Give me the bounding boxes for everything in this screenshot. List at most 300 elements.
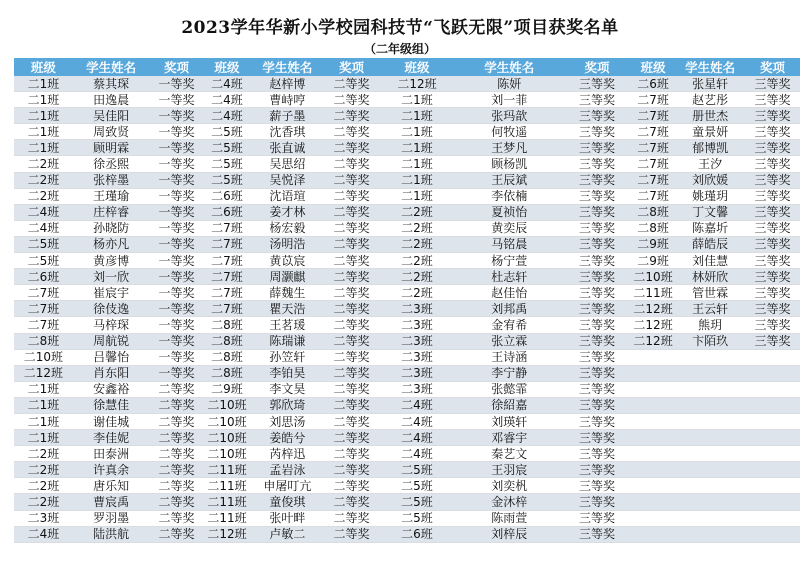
- student-name-cell: 吴思绍: [250, 156, 324, 172]
- table-row: [14, 236, 800, 252]
- student-name-cell: 顾明霖: [73, 140, 150, 156]
- class-cell: 二4班: [379, 430, 456, 446]
- class-cell: 二5班: [204, 172, 251, 188]
- class-cell: 二4班: [204, 76, 251, 92]
- class-cell: 二7班: [631, 140, 675, 156]
- class-cell: 二7班: [631, 188, 675, 204]
- award-cell: 三等奖: [563, 236, 631, 252]
- column-header: 学生姓名: [675, 58, 745, 76]
- award-cell: 二等奖: [324, 253, 378, 269]
- student-name-cell: 吴佳阳: [73, 108, 150, 124]
- class-cell: 二5班: [14, 236, 73, 252]
- award-cell: 二等奖: [150, 430, 204, 446]
- award-cell: 三等奖: [563, 156, 631, 172]
- award-cell: 三等奖: [745, 220, 800, 236]
- student-name-cell: 王汐: [675, 156, 745, 172]
- student-name-cell: 张叶畔: [250, 510, 324, 526]
- award-cell: 三等奖: [563, 365, 631, 381]
- column-header: 奖项: [563, 58, 631, 76]
- student-name-cell: 陆洪航: [73, 526, 150, 542]
- table-row: [14, 301, 800, 317]
- award-cell: 三等奖: [745, 172, 800, 188]
- column-header: 奖项: [745, 58, 800, 76]
- award-cell: 三等奖: [745, 92, 800, 108]
- class-cell: [631, 430, 675, 446]
- class-cell: [631, 397, 675, 413]
- table-row: [14, 317, 800, 333]
- class-cell: 二12班: [379, 76, 456, 92]
- student-name-cell: 郭欣琦: [250, 397, 324, 413]
- class-cell: 二8班: [631, 204, 675, 220]
- class-cell: 二4班: [379, 413, 456, 429]
- student-name-cell: 姜才林: [250, 204, 324, 220]
- column-header: 学生姓名: [455, 58, 563, 76]
- class-cell: [631, 446, 675, 462]
- table-row: [14, 413, 800, 429]
- table-row: [14, 349, 800, 365]
- student-name-cell: 夏祯怡: [455, 204, 563, 220]
- student-name-cell: 薪子墨: [250, 108, 324, 124]
- class-cell: [631, 494, 675, 510]
- student-name-cell: 张星轩: [675, 76, 745, 92]
- class-cell: 二12班: [204, 526, 251, 542]
- award-cell: 二等奖: [324, 220, 378, 236]
- student-name-cell: 李铂昊: [250, 365, 324, 381]
- award-cell: 一等奖: [150, 76, 204, 92]
- student-name-cell: 王羽宸: [455, 462, 563, 478]
- award-cell: 一等奖: [150, 188, 204, 204]
- award-cell: 三等奖: [563, 204, 631, 220]
- class-cell: 二2班: [14, 172, 73, 188]
- class-cell: 二1班: [14, 397, 73, 413]
- award-cell: 三等奖: [745, 108, 800, 124]
- award-cell: 一等奖: [150, 349, 204, 365]
- class-cell: 二2班: [14, 494, 73, 510]
- student-name-cell: 金宥希: [455, 317, 563, 333]
- class-cell: 二6班: [14, 269, 73, 285]
- student-name-cell: 管世霖: [675, 285, 745, 301]
- table-row: [14, 204, 800, 220]
- student-name-cell: 孟岩泳: [250, 462, 324, 478]
- class-cell: 二7班: [204, 301, 251, 317]
- class-cell: 二2班: [14, 156, 73, 172]
- award-cell: 二等奖: [150, 478, 204, 494]
- class-cell: 二1班: [14, 124, 73, 140]
- student-name-cell: 徐紹嘉: [455, 397, 563, 413]
- award-cell: 二等奖: [150, 446, 204, 462]
- award-cell: 二等奖: [324, 172, 378, 188]
- student-name-cell: 瞿天浩: [250, 301, 324, 317]
- class-cell: 二10班: [204, 397, 251, 413]
- award-cell: [745, 510, 800, 526]
- class-cell: 二7班: [14, 301, 73, 317]
- award-cell: 二等奖: [150, 381, 204, 397]
- award-cell: 三等奖: [563, 446, 631, 462]
- award-cell: 三等奖: [563, 333, 631, 349]
- award-cell: [745, 462, 800, 478]
- award-cell: [745, 397, 800, 413]
- class-cell: 二7班: [204, 220, 251, 236]
- table-row: [14, 510, 800, 526]
- class-cell: 二8班: [631, 220, 675, 236]
- class-cell: 二4班: [14, 526, 73, 542]
- student-name-cell: 刘一欣: [73, 269, 150, 285]
- award-cell: 二等奖: [150, 494, 204, 510]
- class-cell: 二1班: [379, 92, 456, 108]
- award-cell: 一等奖: [150, 317, 204, 333]
- award-cell: 三等奖: [745, 269, 800, 285]
- award-cell: 一等奖: [150, 365, 204, 381]
- student-name-cell: 卢敏二: [250, 526, 324, 542]
- class-cell: 二7班: [204, 269, 251, 285]
- student-name-cell: 申屠叮亢: [250, 478, 324, 494]
- award-cell: 三等奖: [745, 124, 800, 140]
- student-name-cell: 杜志轩: [455, 269, 563, 285]
- award-cell: 二等奖: [324, 269, 378, 285]
- student-name-cell: 马梓琛: [73, 317, 150, 333]
- award-cell: 一等奖: [150, 220, 204, 236]
- class-cell: [631, 478, 675, 494]
- class-cell: 二11班: [204, 478, 251, 494]
- student-name-cell: 童景妍: [675, 124, 745, 140]
- class-cell: 二2班: [14, 188, 73, 204]
- student-name-cell: [675, 510, 745, 526]
- table-header: [14, 58, 800, 76]
- student-name-cell: 赵佳怡: [455, 285, 563, 301]
- student-name-cell: 安鑫裕: [73, 381, 150, 397]
- class-cell: 二7班: [631, 172, 675, 188]
- table-row: [14, 381, 800, 397]
- table-row: [14, 494, 800, 510]
- class-cell: 二5班: [14, 253, 73, 269]
- table-row: [14, 108, 800, 124]
- award-cell: 三等奖: [745, 188, 800, 204]
- table-row: [14, 365, 800, 381]
- class-cell: 二9班: [631, 253, 675, 269]
- student-name-cell: 陈嘉圻: [675, 220, 745, 236]
- award-cell: 二等奖: [324, 333, 378, 349]
- student-name-cell: 顾杨凯: [455, 156, 563, 172]
- student-name-cell: 周航锐: [73, 333, 150, 349]
- class-cell: 二3班: [379, 349, 456, 365]
- table-row: [14, 397, 800, 413]
- award-cell: 二等奖: [324, 76, 378, 92]
- class-cell: 二6班: [379, 526, 456, 542]
- student-name-cell: [675, 365, 745, 381]
- award-cell: 三等奖: [563, 478, 631, 494]
- table-row: [14, 172, 800, 188]
- class-cell: 二2班: [14, 478, 73, 494]
- table-row: [14, 430, 800, 446]
- page-subtitle: （二年级组）: [363, 42, 436, 56]
- class-cell: 二1班: [14, 381, 73, 397]
- award-cell: [745, 430, 800, 446]
- class-cell: 二10班: [204, 446, 251, 462]
- class-cell: 二12班: [631, 317, 675, 333]
- student-name-cell: 陈雨萱: [455, 510, 563, 526]
- award-cell: 三等奖: [563, 301, 631, 317]
- award-cell: 一等奖: [150, 204, 204, 220]
- class-cell: [631, 413, 675, 429]
- student-name-cell: 沈语瑄: [250, 188, 324, 204]
- student-name-cell: 沈香琪: [250, 124, 324, 140]
- class-cell: 二10班: [204, 430, 251, 446]
- award-cell: 二等奖: [150, 397, 204, 413]
- class-cell: 二3班: [379, 381, 456, 397]
- award-cell: [745, 365, 800, 381]
- award-cell: [745, 349, 800, 365]
- award-cell: 三等奖: [563, 317, 631, 333]
- award-cell: 三等奖: [563, 269, 631, 285]
- class-cell: 二8班: [204, 333, 251, 349]
- class-cell: 二7班: [204, 285, 251, 301]
- student-name-cell: 李宁静: [455, 365, 563, 381]
- student-name-cell: 刘瑛轩: [455, 413, 563, 429]
- award-cell: 二等奖: [324, 494, 378, 510]
- student-name-cell: 赵艺彤: [675, 92, 745, 108]
- header-row: [14, 58, 800, 76]
- class-cell: 二8班: [204, 365, 251, 381]
- table-row: [14, 462, 800, 478]
- class-cell: 二1班: [379, 172, 456, 188]
- award-cell: 三等奖: [745, 140, 800, 156]
- student-name-cell: 刘一菲: [455, 92, 563, 108]
- student-name-cell: 杨宁萱: [455, 253, 563, 269]
- student-name-cell: 唐乐知: [73, 478, 150, 494]
- class-cell: 二3班: [379, 301, 456, 317]
- student-name-cell: [675, 526, 745, 542]
- student-name-cell: 徐慧佳: [73, 397, 150, 413]
- student-name-cell: 陈瑞谦: [250, 333, 324, 349]
- student-name-cell: 姜皓兮: [250, 430, 324, 446]
- class-cell: 二5班: [204, 140, 251, 156]
- student-name-cell: 刘梓辰: [455, 526, 563, 542]
- award-cell: 二等奖: [324, 397, 378, 413]
- student-name-cell: 吕馨怡: [73, 349, 150, 365]
- table-row: [14, 76, 800, 92]
- award-cell: 一等奖: [150, 253, 204, 269]
- class-cell: 二9班: [631, 236, 675, 252]
- class-cell: 二10班: [204, 413, 251, 429]
- student-name-cell: [675, 413, 745, 429]
- column-header: 班级: [14, 58, 73, 76]
- student-name-cell: 杨宏毅: [250, 220, 324, 236]
- award-cell: 三等奖: [563, 430, 631, 446]
- class-cell: 二5班: [379, 494, 456, 510]
- class-cell: 二6班: [204, 204, 251, 220]
- table-row: [14, 253, 800, 269]
- award-cell: 一等奖: [150, 333, 204, 349]
- award-cell: 三等奖: [745, 285, 800, 301]
- student-name-cell: 卞陌玖: [675, 333, 745, 349]
- student-name-cell: 曹宸禹: [73, 494, 150, 510]
- class-cell: 二7班: [14, 285, 73, 301]
- award-cell: 一等奖: [150, 172, 204, 188]
- class-cell: 二1班: [14, 108, 73, 124]
- class-cell: 二11班: [204, 510, 251, 526]
- award-cell: 三等奖: [563, 526, 631, 542]
- class-cell: 二7班: [631, 92, 675, 108]
- page-title: 2023学年华新小学校园科技节“飞跃无限”项目获奖名单: [181, 18, 619, 38]
- award-cell: 三等奖: [563, 381, 631, 397]
- class-cell: 二3班: [379, 317, 456, 333]
- class-cell: 二1班: [379, 188, 456, 204]
- column-header: 学生姓名: [250, 58, 324, 76]
- table-body: [14, 76, 800, 542]
- class-cell: 二5班: [204, 156, 251, 172]
- award-cell: 三等奖: [563, 188, 631, 204]
- class-cell: 二12班: [631, 301, 675, 317]
- award-cell: 一等奖: [150, 140, 204, 156]
- class-cell: 二5班: [379, 510, 456, 526]
- award-cell: 二等奖: [324, 526, 378, 542]
- table-row: [14, 92, 800, 108]
- award-cell: 三等奖: [563, 140, 631, 156]
- student-name-cell: [675, 478, 745, 494]
- award-cell: [745, 446, 800, 462]
- student-name-cell: 庄梓睿: [73, 204, 150, 220]
- award-cell: 二等奖: [150, 413, 204, 429]
- student-name-cell: 马铭晨: [455, 236, 563, 252]
- column-header: 学生姓名: [73, 58, 150, 76]
- student-name-cell: 何牧遥: [455, 124, 563, 140]
- award-cell: 三等奖: [563, 172, 631, 188]
- student-name-cell: [675, 446, 745, 462]
- class-cell: [631, 526, 675, 542]
- award-cell: 二等奖: [324, 349, 378, 365]
- award-cell: 三等奖: [745, 204, 800, 220]
- award-cell: [745, 494, 800, 510]
- student-name-cell: 薛魏生: [250, 285, 324, 301]
- award-cell: [745, 526, 800, 542]
- class-cell: 二2班: [379, 220, 456, 236]
- class-cell: [631, 510, 675, 526]
- class-cell: 二6班: [204, 188, 251, 204]
- award-cell: 一等奖: [150, 285, 204, 301]
- student-name-cell: 王云轩: [675, 301, 745, 317]
- student-name-cell: 周致贤: [73, 124, 150, 140]
- table-row: [14, 285, 800, 301]
- award-cell: 三等奖: [745, 301, 800, 317]
- class-cell: 二6班: [631, 76, 675, 92]
- award-cell: 三等奖: [563, 92, 631, 108]
- table-row: [14, 446, 800, 462]
- student-name-cell: 丁文馨: [675, 204, 745, 220]
- student-name-cell: [675, 494, 745, 510]
- student-name-cell: 王诗涵: [455, 349, 563, 365]
- student-name-cell: 谢佳城: [73, 413, 150, 429]
- award-cell: 一等奖: [150, 108, 204, 124]
- award-cell: 二等奖: [324, 381, 378, 397]
- award-cell: 三等奖: [563, 397, 631, 413]
- student-name-cell: 金沐梓: [455, 494, 563, 510]
- award-cell: 二等奖: [324, 285, 378, 301]
- class-cell: 二8班: [204, 317, 251, 333]
- student-name-cell: 张玛歆: [455, 108, 563, 124]
- class-cell: 二1班: [379, 124, 456, 140]
- table-row: [14, 333, 800, 349]
- student-name-cell: [675, 349, 745, 365]
- award-cell: 二等奖: [324, 301, 378, 317]
- student-name-cell: 姚瑾玥: [675, 188, 745, 204]
- student-name-cell: 刘欣媛: [675, 172, 745, 188]
- student-name-cell: 张梓墨: [73, 172, 150, 188]
- student-name-cell: 王茗瑗: [250, 317, 324, 333]
- student-name-cell: 张直诚: [250, 140, 324, 156]
- class-cell: 二10班: [631, 269, 675, 285]
- student-name-cell: [675, 381, 745, 397]
- class-cell: 二3班: [379, 365, 456, 381]
- class-cell: 二1班: [379, 140, 456, 156]
- class-cell: 二1班: [379, 156, 456, 172]
- award-cell: 三等奖: [745, 317, 800, 333]
- column-header: 班级: [631, 58, 675, 76]
- class-cell: 二11班: [631, 285, 675, 301]
- student-name-cell: [675, 430, 745, 446]
- class-cell: 二7班: [631, 108, 675, 124]
- class-cell: 二1班: [14, 430, 73, 446]
- student-name-cell: [675, 397, 745, 413]
- column-header: 奖项: [324, 58, 378, 76]
- student-name-cell: 李依楠: [455, 188, 563, 204]
- award-cell: 二等奖: [324, 188, 378, 204]
- student-name-cell: 周灏麒: [250, 269, 324, 285]
- class-cell: 二2班: [379, 253, 456, 269]
- award-cell: 二等奖: [324, 365, 378, 381]
- class-cell: 二9班: [204, 381, 251, 397]
- class-cell: 二4班: [204, 108, 251, 124]
- student-name-cell: 曹峙哼: [250, 92, 324, 108]
- student-name-cell: 册世杰: [675, 108, 745, 124]
- student-name-cell: 罗羽墨: [73, 510, 150, 526]
- student-name-cell: 李文昊: [250, 381, 324, 397]
- class-cell: 二1班: [14, 140, 73, 156]
- student-name-cell: 孙笠轩: [250, 349, 324, 365]
- class-cell: 二1班: [379, 108, 456, 124]
- award-cell: [745, 478, 800, 494]
- student-name-cell: 黄苡宸: [250, 253, 324, 269]
- class-cell: 二2班: [379, 236, 456, 252]
- award-cell: 三等奖: [745, 76, 800, 92]
- student-name-cell: 秦艺文: [455, 446, 563, 462]
- class-cell: 二3班: [379, 333, 456, 349]
- student-name-cell: 肖东阳: [73, 365, 150, 381]
- award-cell: 二等奖: [324, 92, 378, 108]
- award-cell: 二等奖: [150, 462, 204, 478]
- student-name-cell: 芮梓迅: [250, 446, 324, 462]
- student-name-cell: 吴悦泽: [250, 172, 324, 188]
- student-name-cell: 刘奕杋: [455, 478, 563, 494]
- class-cell: 二12班: [14, 365, 73, 381]
- student-name-cell: 徐伎逸: [73, 301, 150, 317]
- class-cell: 二5班: [204, 124, 251, 140]
- column-header: 班级: [379, 58, 456, 76]
- award-cell: 二等奖: [150, 510, 204, 526]
- award-cell: 二等奖: [324, 140, 378, 156]
- student-name-cell: 张懿霏: [455, 381, 563, 397]
- student-name-cell: 许真余: [73, 462, 150, 478]
- award-cell: 二等奖: [324, 236, 378, 252]
- table-row: [14, 124, 800, 140]
- class-cell: 二7班: [204, 236, 251, 252]
- class-cell: 二4班: [14, 220, 73, 236]
- class-cell: 二2班: [14, 462, 73, 478]
- award-cell: 三等奖: [563, 124, 631, 140]
- award-cell: 二等奖: [324, 510, 378, 526]
- student-name-cell: 赵梓博: [250, 76, 324, 92]
- class-cell: 二5班: [379, 478, 456, 494]
- student-name-cell: 熊玥: [675, 317, 745, 333]
